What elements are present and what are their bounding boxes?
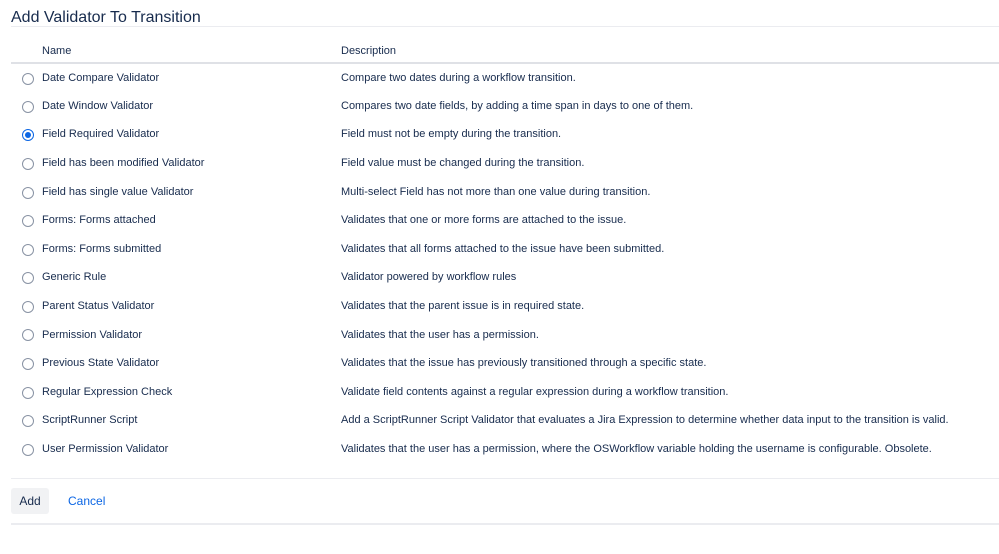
validator-name[interactable]: Forms: Forms submitted — [42, 242, 162, 255]
validator-description: Field must not be empty during the transition. — [341, 128, 562, 141]
validator-name[interactable]: Field Required Validator — [42, 128, 160, 141]
validator-name[interactable]: Forms: Forms attached — [42, 214, 156, 227]
validator-description: Validates that the parent issue is in required state. — [341, 300, 585, 313]
validator-name[interactable]: Regular Expression Check — [42, 385, 173, 398]
radio-button[interactable] — [22, 444, 34, 456]
validator-name[interactable]: Generic Rule — [42, 271, 107, 284]
table-row[interactable] — [11, 435, 999, 464]
page-title: Add Validator To Transition — [11, 9, 201, 26]
validator-description: Compare two dates during a workflow transition. — [341, 71, 576, 84]
radio-button[interactable] — [22, 387, 34, 399]
validator-name[interactable]: Date Compare Validator — [42, 71, 160, 84]
radio-button[interactable] — [22, 301, 34, 313]
table-row[interactable] — [11, 263, 999, 292]
table-row[interactable] — [11, 378, 999, 407]
radio-button[interactable] — [22, 215, 34, 227]
header-radio-column — [11, 40, 42, 63]
footer-divider-bottom — [11, 523, 999, 525]
add-button[interactable]: Add — [11, 488, 49, 514]
table-row[interactable] — [11, 120, 999, 149]
table-row[interactable] — [11, 92, 999, 121]
validator-description: Validates that the user has a permission. — [341, 328, 539, 341]
validators-table — [11, 40, 999, 463]
validator-name[interactable]: Previous State Validator — [42, 357, 160, 370]
radio-button[interactable] — [22, 101, 34, 113]
validator-description: Field value must be changed during the transition. — [341, 157, 585, 170]
validator-name[interactable]: Field has single value Validator — [42, 185, 194, 198]
footer-divider-top — [11, 478, 999, 479]
table-row[interactable] — [11, 320, 999, 349]
table-row[interactable] — [11, 406, 999, 435]
validator-name[interactable]: Date Window Validator — [42, 99, 154, 112]
validator-name[interactable]: User Permission Validator — [42, 443, 169, 456]
radio-button[interactable] — [22, 358, 34, 370]
header-description: Description — [341, 40, 999, 63]
validator-name[interactable]: Permission Validator — [42, 328, 143, 341]
validator-description: Validator powered by workflow rules — [341, 271, 517, 284]
header-name: Name — [42, 40, 341, 63]
validator-description: Validates that the issue has previously transitioned through a specific state. — [341, 357, 707, 370]
title-divider — [11, 26, 999, 27]
table-row[interactable] — [11, 292, 999, 321]
table-row[interactable] — [11, 349, 999, 378]
validator-description: Validates that the user has a permission, where the OSWorkflow variable holding the username is configurable. Obsolete. — [341, 443, 932, 456]
validator-name[interactable]: Parent Status Validator — [42, 300, 155, 313]
table-row[interactable] — [11, 235, 999, 264]
radio-button[interactable] — [22, 187, 34, 199]
table-row[interactable] — [11, 149, 999, 178]
validator-description: Validates that all forms attached to the issue have been submitted. — [341, 242, 665, 255]
radio-button[interactable] — [22, 73, 34, 85]
validator-description: Validate field contents against a regular expression during a workflow transition. — [341, 385, 729, 398]
radio-button[interactable] — [22, 158, 34, 170]
table-row[interactable] — [11, 177, 999, 206]
validators-table-body — [11, 63, 999, 463]
table-row[interactable] — [11, 206, 999, 235]
validator-name[interactable]: Field has been modified Validator — [42, 157, 205, 170]
radio-button[interactable] — [22, 272, 34, 284]
cancel-link[interactable]: Cancel — [68, 494, 106, 508]
validator-description: Multi-select Field has not more than one value during transition. — [341, 185, 651, 198]
radio-button[interactable] — [22, 129, 34, 141]
table-header-row — [11, 40, 999, 63]
validator-description: Compares two date fields, by adding a time span in days to one of them. — [341, 99, 694, 112]
validator-description: Validates that one or more forms are attached to the issue. — [341, 214, 627, 227]
radio-button[interactable] — [22, 415, 34, 427]
validator-description: Add a ScriptRunner Script Validator that evaluates a Jira Expression to determine whether data input to the transition is valid. — [341, 414, 949, 427]
radio-button[interactable] — [22, 329, 34, 341]
table-row[interactable] — [11, 63, 999, 92]
validator-name[interactable]: ScriptRunner Script — [42, 414, 138, 427]
radio-button[interactable] — [22, 244, 34, 256]
